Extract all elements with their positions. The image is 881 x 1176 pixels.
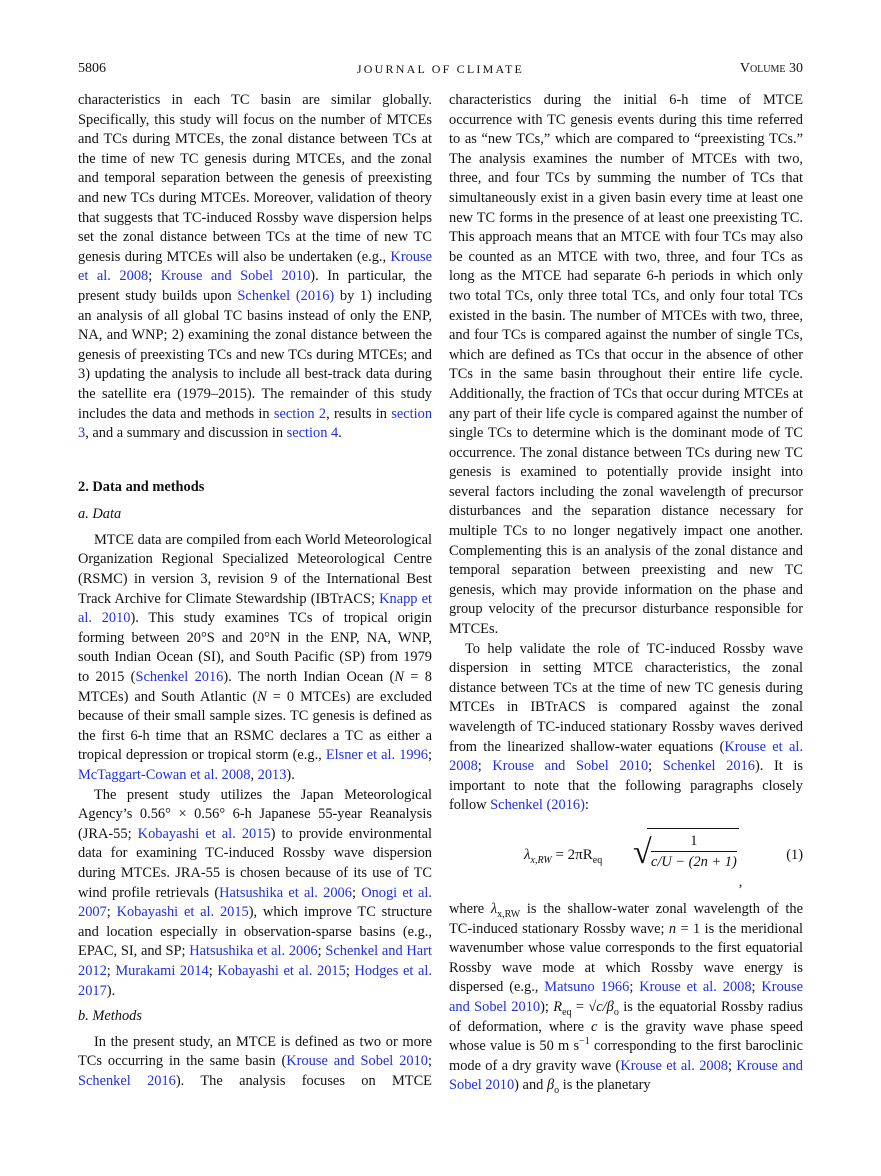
citation-link[interactable]: Schenkel and Hart 2012 <box>78 943 432 979</box>
text-run: ; <box>428 1053 432 1070</box>
text-run: is the planetary <box>559 1077 651 1094</box>
citation-link[interactable]: Kobayashi et al. 2015 <box>217 962 346 979</box>
text-run: x,RW <box>497 908 521 920</box>
text-run: ; <box>477 758 493 775</box>
r-subscript: eq <box>592 854 603 866</box>
text-run: ; <box>106 962 116 979</box>
text-run: ; <box>728 1057 737 1074</box>
text-run: ; <box>351 884 362 901</box>
citation-link[interactable]: section 4 <box>286 425 339 442</box>
citation-link[interactable]: Krouse et al. 2008 <box>639 979 752 996</box>
text-run: ; <box>208 962 218 979</box>
text-run: o <box>554 1085 560 1097</box>
citation-link[interactable]: Schenkel (2016) <box>490 797 585 814</box>
text-run: ). <box>286 767 295 783</box>
text-run: ; <box>317 943 326 960</box>
text-run: where <box>449 900 491 917</box>
citation-link[interactable]: Krouse et al. 2008 <box>449 738 803 775</box>
citation-link[interactable]: Hodges et al. 2017 <box>78 962 432 999</box>
citation-link[interactable]: section 2 <box>273 405 327 422</box>
text-run: To help validate the role of TC-induced Rossby wave dispersion in setting MTCE characteristics, the zonal distance between TCs at the time of new TC genesis during MTCEs in IBTrACS is compared against the zonal wavelength of TC-induced stationary Rossby waves derived from the linearized shallow-water equations ( <box>449 640 803 755</box>
citation-link[interactable]: Hatsushika et al. 2006 <box>189 943 318 960</box>
text-run: ) and <box>514 1077 547 1094</box>
citation-link[interactable]: Elsner et al. 1996 <box>325 747 428 764</box>
text-run: The present study utilizes the Japan Meteorological Agency’s 0.56° × 0.56° 6-h Japanese 55-year Reanalysis (JRA-55; <box>78 786 432 842</box>
citation-link[interactable]: Krouse and Sobel 2010 <box>449 979 803 1015</box>
text-run: , results in <box>326 405 392 422</box>
citation-link[interactable]: Krouse and Sobel 2010 <box>286 1053 428 1070</box>
text-run: ). The analysis focuses on MTCE characteristics during the initial 6-h time of MTCE occurrence with TC genesis events during this time referred to as “new TCs,” which are compared to “preexisting TCs.” The analysis examines the number of MTCEs with two, three, and four TCs by summing the number of TCs that simultaneously exist in a given basin every time at least one new TC forms in the presence of at least one preexisting TC. This approach means that an MTCE with four TCs may also be counted as an MTCE with two, three, and four TCs as long as the MTCE had separate 6-h periods in which only two total TCs, only three total TCs, and only four total TCs existed in the basin. The number of MTCEs with two, three, and four TCs is compared against the number of single TCs, which are defined as TCs that occur in the absence of other TCs in the same basin throughout their entire life cycle. Additionally, the fraction of TCs that occur during MTCEs at any part of their life cycle is compared against the number of single TCs to determine which is the dominant mode of TC occurrence. The zonal distance between TCs during new TC genesis is examined to potentially provide insight into several factors including the zonal wavelength of precursor disturbances and the separation distance necessary for multiple TCs to no longer negatively impact one another. Complementing this is an analysis of the zonal distance and temporal separation between preexisting and new TC genesis, which may provide information on the phase and group velocity of the precursor disturbance responsible for MTCEs. <box>175 92 803 1089</box>
text-run: is the shallow-water zonal wavelength of the TC-induced stationary Rossby wave; <box>449 900 803 937</box>
text-run: ). The north Indian Ocean ( <box>223 669 395 686</box>
text-run: characteristics in each TC basin are similar globally. Specifically, this study will focus on the number of MTCEs and TCs during MTCEs, the zonal distance between TCs at the time of new TC genesis during MTCEs, and the zonal and temporal separation between the genesis of preexisting and new TCs during MTCEs. Moreover, validation of theory that suggests that TC-induced Rossby wave dispersion helps set the zonal distance between TCs at the time of new TC genesis during MTCEs will also be undertaken (e.g., <box>78 92 432 265</box>
text-run: ). <box>106 982 116 999</box>
text-run: is the equatorial Rossby radius of deformation, where <box>449 998 803 1035</box>
text-run: ), which improve TC structure and location especially in observation-sparse basins (e.g., EPAC, SI, and SP; <box>78 904 432 960</box>
text-run: N <box>257 688 267 705</box>
text-run: o <box>613 1006 619 1018</box>
fraction-numerator: 1 <box>651 831 737 852</box>
text-run: ). This study examines TCs of tropical origin forming between 20°S and 20°N in the ENP, NA, WNP, south Indian Ocean (SI), and South Pacific (SP) from 1979 to 2015 ( <box>78 610 432 686</box>
text-run: is the gravity wave phase speed whose value is 50 m s <box>449 1018 803 1055</box>
citation-link[interactable]: McTaggart-Cowan et al. 2008 <box>78 767 251 783</box>
lambda-symbol: λ <box>524 846 531 863</box>
citation-link[interactable]: Kobayashi et al. 2015 <box>116 904 249 921</box>
text-run: = 0 MTCEs) are excluded because of their small sample sizes. TC genesis is defined as the first 6-h time that an RSMC declares a TC as either a tropical depression or tropical storm (e.g., <box>78 688 432 764</box>
citation-link[interactable]: 2013 <box>257 767 287 783</box>
text-run: = 8 MTCEs) and South Atlantic ( <box>78 669 432 705</box>
citation-link[interactable]: section 3 <box>78 405 433 442</box>
text-run: ; <box>106 904 117 921</box>
subsection-heading-data: a. Data <box>78 506 122 523</box>
where-paragraph <box>449 900 803 1096</box>
journal-title: JOURNAL OF CLIMATE <box>356 62 525 76</box>
text-run: corresponding to the first baroclinic mode of a dry gravity wave ( <box>449 1038 803 1074</box>
text-run: c/β <box>596 998 614 1015</box>
text-run: ; <box>648 758 663 775</box>
sqrt-icon: √ <box>633 833 652 871</box>
citation-link[interactable]: Schenkel 2016 <box>78 1072 176 1089</box>
text-run: ). In particular, the present study builds upon <box>78 268 432 304</box>
text-run: ); <box>540 998 554 1015</box>
text-run: In the present study, an MTCE is defined as two or more TCs occurring in the same basin ( <box>78 1033 432 1070</box>
section-heading: 2. Data and methods <box>78 478 205 495</box>
data-paragraph-2 <box>78 786 432 1002</box>
running-header <box>78 61 803 81</box>
text-run: ; <box>148 268 161 285</box>
text-run: N <box>394 669 404 686</box>
citation-link[interactable]: Schenkel (2016) <box>237 287 335 304</box>
article-body <box>78 91 803 1096</box>
citation-link[interactable]: Knapp et al. 2010 <box>78 590 432 627</box>
text-run: , and a summary and discussion in <box>85 425 287 442</box>
text-run: eq <box>562 1006 572 1018</box>
citation-link[interactable]: Schenkel 2016 <box>662 758 755 775</box>
data-paragraph-1 <box>78 531 432 786</box>
citation-link[interactable]: Schenkel 2016 <box>135 669 224 686</box>
methods-paragraph-2 <box>449 640 803 816</box>
citation-link[interactable]: Krouse et al. 2008 <box>78 248 432 285</box>
text-run: = √ <box>571 998 597 1015</box>
text-run: ). It is important to note that the following paragraphs closely follow <box>449 758 803 814</box>
text-run: R <box>553 998 563 1015</box>
text-run: MTCE data are compiled from each World Meteorological Organization Regional Specialized Meteorological Centre (RSMC) in version 3, revision 9 of the International Best Track Archive for Climate Stewardship (IBTrACS; <box>78 531 432 607</box>
equation-radical <box>633 828 743 890</box>
citation-link[interactable]: Krouse et al. 2008 <box>620 1057 729 1074</box>
denominator-text: c/U − (2n + 1) <box>651 853 737 870</box>
text-run: c <box>590 1018 598 1035</box>
equation-comma: , <box>738 873 743 890</box>
citation-link[interactable]: Kobayashi et al. 2015 <box>137 825 271 842</box>
text-run: by 1) including an analysis of all global TC basins instead of only the ENP, NA, and WNP; 2) examining the zonal distance between the genesis of preexisting TCs and new TCs during MTCEs; and 3) updating the analysis to include all best-track data during the satellite era (1979–2015). The remainder of this study includes the data and methods in <box>78 287 432 422</box>
text-run: = 1 is the meridional wavenumber whose value corresponds to the first equatorial Rossby wave mode at which Rossby wave energy is dispersed (e.g., <box>449 920 803 996</box>
citation-link[interactable]: Murakami 2014 <box>115 962 209 979</box>
equation-lhs <box>524 846 602 866</box>
text-run: −1 <box>579 1036 590 1048</box>
equation-number: (1) <box>786 846 803 863</box>
volume-label: Volume 30 <box>739 61 803 76</box>
text-run: β <box>546 1077 555 1094</box>
citation-link[interactable]: Krouse and Sobel 2010 <box>449 1057 803 1094</box>
equation-fraction <box>647 828 739 872</box>
citation-link[interactable]: Krouse and Sobel 2010 <box>492 758 649 775</box>
text-run: λ <box>490 900 498 917</box>
citation-link[interactable]: Krouse and Sobel 2010 <box>160 268 311 285</box>
citation-link[interactable]: Matsuno 1966 <box>544 979 630 996</box>
equation-1 <box>449 822 803 892</box>
text-run: . <box>338 425 342 442</box>
text-run: ; <box>427 747 432 764</box>
text-run: n <box>668 920 677 937</box>
text-run: ; <box>751 979 762 996</box>
citation-link[interactable]: Onogi et al. 2007 <box>78 884 432 921</box>
text-run: ) to provide environmental data for examining TC-induced Rossby wave dispersion during MTCEs. JRA-55 is chosen because of its use of TC wind profile retrievals ( <box>78 825 432 901</box>
intro-paragraph <box>78 91 432 444</box>
page-number: 5806 <box>78 61 106 76</box>
citation-link[interactable]: Hatsushika et al. 2006 <box>219 884 352 901</box>
text-run: , <box>250 767 258 783</box>
text-run: : <box>584 797 589 814</box>
equation-middle: = 2πR <box>551 846 593 863</box>
lambda-subscript: x,RW <box>530 854 552 866</box>
text-run: ; <box>629 979 640 996</box>
fraction-denominator <box>651 852 737 872</box>
text-run: ; <box>345 962 355 979</box>
subsection-heading-methods: b. Methods <box>78 1008 142 1025</box>
